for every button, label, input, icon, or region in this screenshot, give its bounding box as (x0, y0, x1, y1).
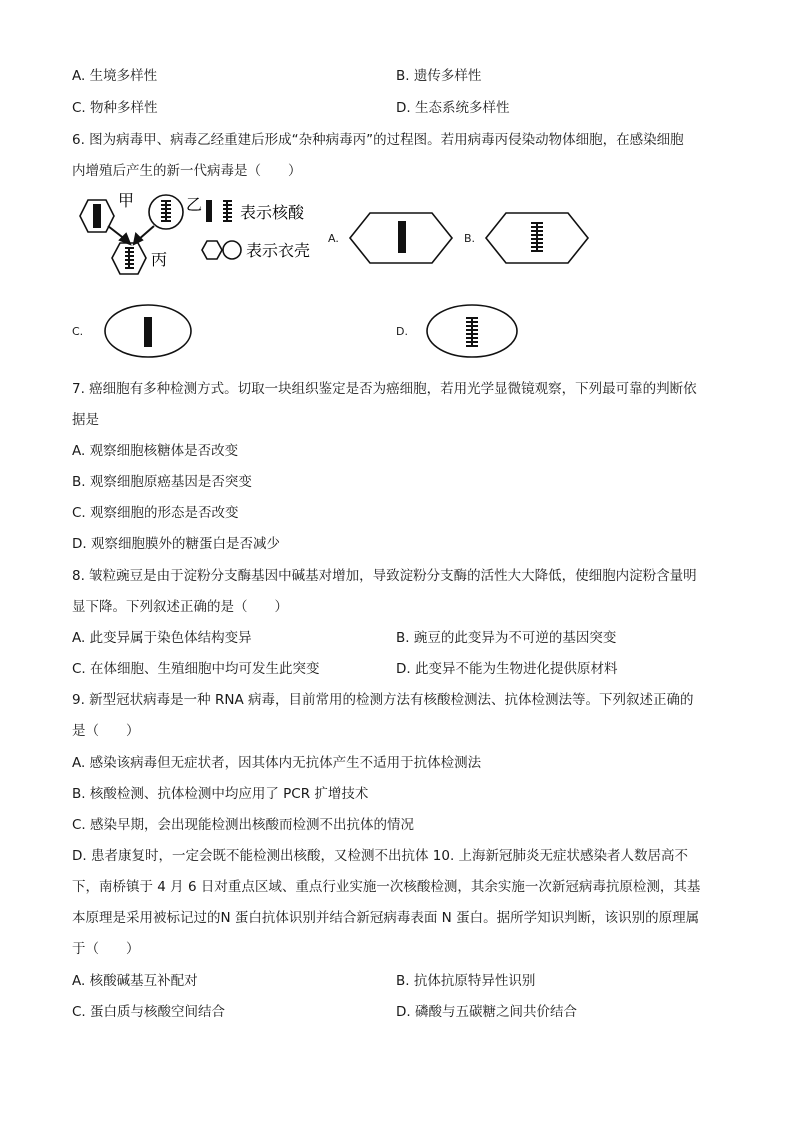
q6-option-c-figure (102, 302, 194, 360)
q8-option-d: D. 此变异不能为生物进化提供原材料 (396, 661, 618, 677)
q6-option-b-label: B. (464, 232, 476, 245)
q8-option-c: C. 在体细胞、生殖细胞中均可发生此突变 (72, 661, 320, 677)
q10-option-d: D. 磷酸与五碳糖之间共价结合 (396, 1004, 577, 1020)
q8-stem-line1: 8. 皱粒豌豆是由于淀粉分支酶基因中碱基对增加，导致淀粉分支酶的活性大大降低，使细胞内淀粉含量明 (72, 568, 697, 584)
q5-option-b: B. 遗传多样性 (396, 68, 482, 84)
q7-stem-line2: 据是 (72, 412, 99, 428)
legend-shell-icon (202, 241, 241, 259)
legend-nucleic-icon (206, 200, 232, 222)
q9-stem-line2: 是（ ） (72, 723, 140, 739)
q9-option-b: B. 核酸检测、抗体检测中均应用了 PCR 扩增技术 (72, 786, 369, 802)
virus-yi (149, 195, 183, 229)
q6-stem-line2: 内增殖后产生的新一代病毒是（ ） (72, 163, 302, 179)
q6-stem-line1: 6. 图为病毒甲、病毒乙经重建后形成“杂种病毒丙”的过程图。若用病毒丙侵染动物体细胞，在感染细胞 (72, 132, 684, 148)
q6-option-a-label: A. (328, 232, 339, 245)
q5-option-d: D. 生态系统多样性 (396, 100, 510, 116)
virus-bing (112, 243, 146, 274)
virus-reconstruction-diagram (72, 188, 332, 280)
q7-option-d: D. 观察细胞膜外的糖蛋白是否减少 (72, 536, 280, 552)
q10-stem-line2: 下，南桥镇于 4 月 6 日对重点区域、重点行业实施一次核酸检测，其余实施一次新冠病毒抗原检测，其基 (72, 879, 701, 895)
arrows-icon (108, 226, 154, 244)
q10-stem-line4: 于（ ） (72, 941, 140, 957)
q6-option-d-label: D. (396, 325, 408, 338)
q9-option-d: D. 患者康复时，一定会既不能检测出核酸，又检测不出抗体 10. 上海新冠肺炎无症状感染者人数居高不 (72, 848, 689, 864)
legend-shell-label: 表示衣壳 (246, 241, 311, 260)
q8-option-a: A. 此变异属于染色体结构变异 (72, 630, 252, 646)
q7-option-c: C. 观察细胞的形态是否改变 (72, 505, 239, 521)
label-jia: 甲 (118, 191, 135, 210)
label-yi: 乙 (186, 195, 203, 214)
q6-option-d-figure (424, 302, 520, 360)
q9-option-a: A. 感染该病毒但无症状者，因其体内无抗体产生不适用于抗体检测法 (72, 755, 482, 771)
q10-option-c: C. 蛋白质与核酸空间结合 (72, 1004, 226, 1020)
q5-option-a: A. 生境多样性 (72, 68, 158, 84)
label-bing: 丙 (151, 250, 168, 269)
q10-stem-line3: 本原理是采用被标记过的N 蛋白抗体识别并结合新冠病毒表面 N 蛋白。据所学知识判断，该识别的原理属 (72, 910, 700, 926)
q7-option-b: B. 观察细胞原癌基因是否突变 (72, 474, 252, 490)
q10-option-b: B. 抗体抗原特异性识别 (396, 973, 536, 989)
legend-nucleic-label: 表示核酸 (240, 203, 305, 222)
q9-stem-line1: 9. 新型冠状病毒是一种 RNA 病毒，目前常用的检测方法有核酸检测法、抗体检测法等。下列叙述正确的 (72, 692, 694, 708)
q8-option-b: B. 豌豆的此变异为不可逆的基因突变 (396, 630, 617, 646)
q6-option-c-label: C. (72, 325, 84, 338)
q9-option-c: C. 感染早期，会出现能检测出核酸而检测不出抗体的情况 (72, 817, 415, 833)
q7-option-a: A. 观察细胞核糖体是否改变 (72, 443, 239, 459)
q7-stem-line1: 7. 癌细胞有多种检测方式。切取一块组织鉴定是否为癌细胞，若用光学显微镜观察，下列最可靠的判断依 (72, 381, 697, 397)
q5-option-c: C. 物种多样性 (72, 100, 158, 116)
q8-stem-line2: 显下降。下列叙述正确的是（ ） (72, 599, 288, 615)
q6-option-b-figure (482, 209, 592, 267)
q10-option-a: A. 核酸碱基互补配对 (72, 973, 198, 989)
q6-option-a-figure (346, 209, 456, 267)
